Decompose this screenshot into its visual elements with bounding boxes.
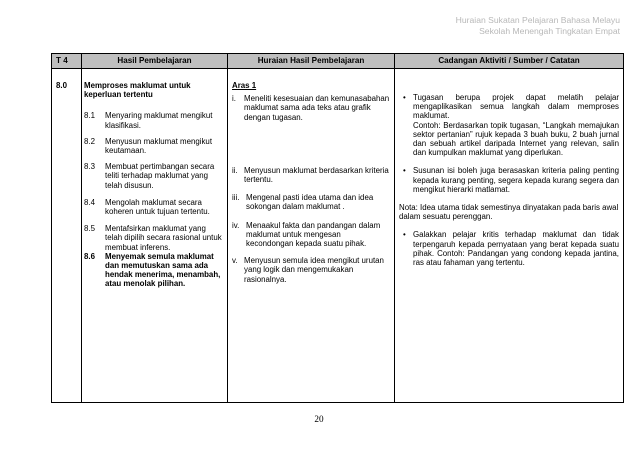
- hasil-item: [84, 162, 224, 190]
- hasil-item-number: 8.5: [84, 224, 95, 234]
- aras-label: Aras 1: [232, 81, 257, 90]
- hasil-item-text: Mengolah maklumat secara koheren untuk tujuan tertentu.: [105, 197, 210, 217]
- huraian-item: [232, 256, 390, 284]
- cadangan-bullet: [399, 93, 619, 157]
- hasil-item: [84, 198, 224, 216]
- column-header-t4: T 4: [52, 54, 82, 69]
- document-header: [456, 15, 620, 37]
- cadangan-bullet-text: Galakkan pelajar kritis terhadap maklumat dan tidak terpengaruh kepada pernyataan yang berat kepada suatu pihak. Contoh: Pandangan yang condong kepada jantina, ras atau fahaman yang tertentu.: [413, 230, 619, 268]
- hasil-item-number: 8.4: [84, 197, 95, 207]
- column-header-cadangan: Cadangan Aktiviti / Sumber / Catatan: [395, 54, 624, 69]
- hasil-item-text: Menyemak semula maklumat dan memutuskan sama ada hendak menerima, menambah, atau menolak pilihan.: [105, 251, 221, 289]
- huraian-item-text: Meneliti kesesuaian dan kemunasabahan maklumat sama ada teks atau grafik dengan tugasan.: [244, 94, 390, 122]
- huraian-item-text: Menaakul fakta dan pandangan dalam maklumat untuk mengesan kecondongan kepada suatu pihak.: [246, 220, 381, 249]
- bullet-icon: •: [403, 166, 406, 176]
- row-number: 8.0: [52, 69, 82, 403]
- hasil-item: [84, 111, 224, 129]
- huraian-item: [232, 94, 390, 122]
- bullet-icon: •: [403, 230, 406, 240]
- cadangan-bullet-text: Susunan isi boleh juga berasaskan kriteria paling penting kepada kurang penting, segera kepada kurang segera dan mengikut hierarki matlamat.: [413, 166, 619, 194]
- huraian-item-number: i.: [232, 94, 236, 104]
- cadangan-note: Nota: Idea utama tidak semestinya dinyatakan pada baris awal dalam sesuatu perenggan.: [399, 203, 619, 222]
- header-line-2: Sekolah Menengah Tingkatan Empat: [479, 26, 620, 36]
- cadangan-bullet-text: Tugasan berupa projek dapat melatih pelajar mengaplikasikan semua langkah dalam memproses maklumat.: [413, 93, 619, 121]
- huraian-item-text: Menyusun maklumat berdasarkan kriteria tertentu.: [244, 165, 389, 185]
- hasil-cell: [82, 69, 228, 403]
- syllabus-table: [51, 53, 624, 403]
- hasil-item-number: 8.1: [84, 111, 95, 121]
- table-row: [52, 69, 624, 403]
- huraian-item-number: ii.: [232, 165, 238, 175]
- hasil-item-text: Menyusun maklumat mengikut keutamaan.: [105, 136, 213, 156]
- huraian-item-number: iv.: [232, 220, 240, 230]
- page-number: 20: [314, 414, 324, 424]
- hasil-item-number: 8.6: [84, 251, 95, 261]
- header-line-1: Huraian Sukatan Pelajaran Bahasa Melayu: [455, 15, 620, 25]
- table-header-row: [52, 54, 624, 69]
- cadangan-bullet: [399, 166, 619, 194]
- huraian-item-number: v.: [232, 256, 238, 266]
- huraian-item: [232, 193, 390, 211]
- huraian-item: [232, 166, 390, 184]
- hasil-item-text: Mentafsirkan maklumat yang telah dipilih secara rasional untuk membuat inferens.: [105, 224, 222, 252]
- huraian-item-text: Menyusun semula idea mengikut urutan yang logik dan mengemukakan rasionalnya.: [244, 256, 384, 284]
- cadangan-example-text: Contoh: Berdasarkan topik tugasan, “Langkah memajukan sektor pertanian” rujuk kepada 3 buah buku, 2 buah jurnal dan sebuah artikel daripada Internet yang relevan, salin dan kumpulkan maklumat yang diperlukan.: [413, 120, 619, 158]
- hasil-item-text: Membuat pertimbangan secara teliti terhadap maklumat yang telah disusun.: [105, 162, 215, 190]
- hasil-item: [84, 137, 224, 155]
- hasil-item-number: 8.2: [84, 136, 95, 146]
- hasil-item-text: Menyaring maklumat mengikut klasifikasi.: [105, 111, 213, 130]
- bullet-icon: •: [403, 93, 406, 102]
- huraian-item-number: iii.: [232, 193, 240, 203]
- cadangan-cell: [395, 69, 624, 403]
- cadangan-bullet: [399, 230, 619, 267]
- hasil-item: [84, 252, 224, 289]
- huraian-item-text: Mengenal pasti idea utama dan idea sokongan dalam maklumat .: [246, 193, 374, 212]
- hasil-item: [84, 224, 224, 252]
- hasil-item-number: 8.3: [84, 162, 95, 172]
- huraian-cell: [228, 69, 395, 403]
- column-header-huraian: Huraian Hasil Pembelajaran: [228, 54, 395, 69]
- hasil-title: Memproses maklumat untuk keperluan tertentu: [84, 81, 191, 100]
- column-header-hasil: Hasil Pembelajaran: [82, 54, 228, 69]
- huraian-item: [232, 221, 390, 249]
